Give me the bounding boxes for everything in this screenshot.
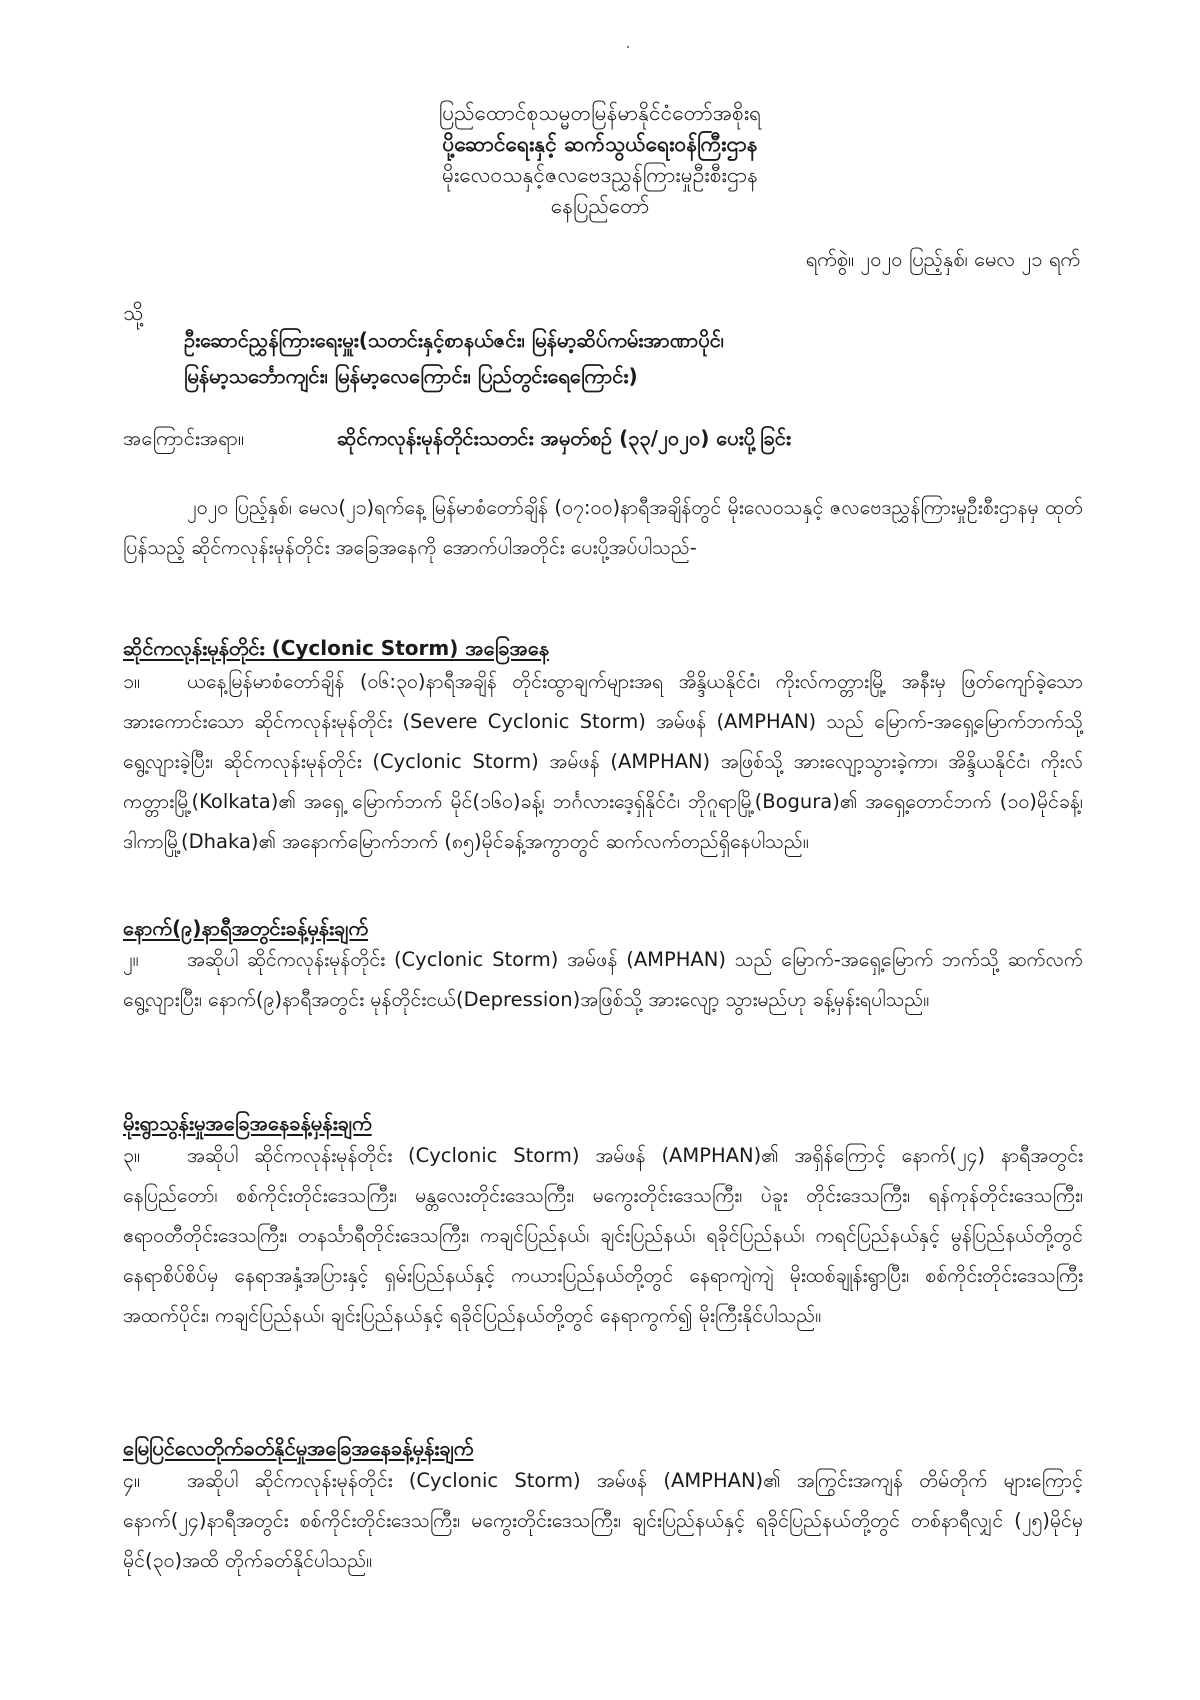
recipient-line-2: မြန်မာ့သင်္ဘောကျင်း၊ မြန်မာ့လေကြောင်း၊ ပြည်တွင်းရေကြောင်း) xyxy=(184,364,638,388)
paragraph-text: အဆိုပါ ဆိုင်ကလုန်းမုန်တိုင်း (Cyclonic Storm) အမ်ဖန် (AMPHAN) သည် မြောက်-အရှေ့မြောက် ဘက်သို့ ဆက်လက်ရွေ့လျားပြီး၊ နောက်(၉)နာရီအတွင်း မုန်တိုင်းငယ်(Depression)အဖြစ်သို့ အားလျော့ သွားမည်ဟု ခန့်မှန်းရပါသည်။ xyxy=(123,948,1083,1011)
department-name: မိုးလေဝသနှင့်ဇလဗေဒညွှန်ကြားမှုဦးစီးဌာန xyxy=(441,163,759,187)
section-heading-3: မိုးရွာသွန်းမှုအခြေအနေခန့်မှန်းချက် xyxy=(123,1111,372,1135)
ministry-name: ပို့ဆောင်ရေးနှင့် ဆက်သွယ်ရေးဝန်ကြီးဌာန xyxy=(442,132,758,156)
section-heading-4: မြေပြင်လေတိုက်ခတ်နိုင်မှုအခြေအနေခန့်မှန်းချက် xyxy=(123,1436,474,1460)
letterhead xyxy=(0,98,1200,222)
document-date: ရက်စွဲ။ ၂၀၂၀ ပြည့်နှစ်၊ မေလ ၂၁ ရက် xyxy=(805,247,1080,271)
section-paragraph-3 xyxy=(123,1136,1083,1336)
to-label: သို့ xyxy=(123,301,144,325)
city-name: နေပြည်တော် xyxy=(550,194,650,218)
government-name: ပြည်ထောင်စုသမ္မတမြန်မာနိုင်ငံတော်အစိုးရ xyxy=(438,101,762,125)
subject-line xyxy=(123,425,791,455)
paragraph-text: အဆိုပါ ဆိုင်ကလုန်းမုန်တိုင်း (Cyclonic Storm) အမ်ဖန် (AMPHAN)၏ အကြွင်းအကျန် တိမ်တိုက် များကြောင့် နောက်(၂၄)နာရီအတွင်း စစ်ကိုင်းတိုင်းဒေသကြီး၊ မကွေးတိုင်းဒေသကြီး၊ ချင်းပြည်နယ်နှင့် ရခိုင်ပြည်နယ်တို့တွင် တစ်နာရီလျှင် (၂၅)မိုင်မှ မိုင်(၃၀)အထိ တိုက်ခတ်နိုင်ပါသည်။ xyxy=(123,1469,1083,1572)
subject-label: အကြောင်းအရာ။ xyxy=(123,426,245,450)
paragraph-number: ၄။ xyxy=(123,1469,140,1492)
section-paragraph-4 xyxy=(123,1461,1083,1581)
intro-paragraph: ၂၀၂၀ ပြည့်နှစ်၊ မေလ(၂၁)ရက်နေ့ မြန်မာစံတော်ချိန် (၀၇:၀၀)နာရီအချိန်တွင် မိုးလေဝသနှင့် ဇလဗေဒညွှန်ကြားမှုဦးစီးဌာနမှ ထုတ်ပြန်သည့် ဆိုင်ကလုန်းမုန်တိုင်း အခြေအနေကို အောက်ပါအတိုင်း ပေးပို့အပ်ပါသည်- xyxy=(123,496,1083,559)
recipient-line-1: ဦးဆောင်ညွှန်ကြားရေးမှူး(သတင်းနှင့်စာနယ်ဇင်း၊ မြန်မာ့ဆိပ်ကမ်းအာဏာပိုင်၊ xyxy=(184,328,724,352)
section-paragraph-2 xyxy=(123,940,1083,1020)
section-paragraph-1 xyxy=(123,662,1083,862)
recipient xyxy=(184,322,1084,394)
paragraph-text: ယနေ့မြန်မာစံတော်ချိန် (၀၆:၃၀)နာရီအချိန် တိုင်းထွာချက်များအရ အိန္ဒိယနိုင်ငံ၊ ကိုးလ်ကတ္တားမြို့ အနီးမှ ဖြတ်ကျော်ခဲ့သော အားကောင်းသော ဆိုင်ကလုန်းမုန်တိုင်း (Severe Cyclonic Storm) အမ်ဖန် (AMPHAN) သည် မြောက်-အရှေ့မြောက်ဘက်သို့ ရွေ့လျားခဲ့ပြီး၊ ဆိုင်ကလုန်းမုန်တိုင်း (Cyclonic Storm) အမ်ဖန် (AMPHAN) အဖြစ်သို့ အားလျော့သွားခဲ့ကာ၊ အိန္ဒိယနိုင်ငံ၊ ကိုးလ်ကတ္တားမြို့(Kolkata)၏ အရှေ့ မြောက်ဘက် မိုင်(၁၆၀)ခန့်၊ ဘင်္ဂလားဒေ့ရှ်နိုင်ငံ၊ ဘိုဂူရာမြို့(Bogura)၏ အရှေ့တောင်ဘက် (၁၀)မိုင်ခန့်၊ ဒါကာမြို့(Dhaka)၏ အနောက်မြောက်ဘက် (၈၅)မိုင်ခန့်အကွာတွင် ဆက်လက်တည်ရှိနေပါသည်။ xyxy=(123,670,1083,853)
scan-speck xyxy=(627,46,629,48)
section-heading-2: နောက်(၉)နာရီအတွင်းခန့်မှန်းချက် xyxy=(123,916,369,940)
paragraph-number: ၃။ xyxy=(123,1144,140,1167)
paragraph-text: အဆိုပါ ဆိုင်ကလုန်းမုန်တိုင်း (Cyclonic Storm) အမ်ဖန် (AMPHAN)၏ အရှိန်ကြောင့် နောက်(၂၄) နာရီအတွင်း နေပြည်တော်၊ စစ်ကိုင်းတိုင်းဒေသကြီး၊ မန္တလေးတိုင်းဒေသကြီး၊ မကွေးတိုင်းဒေသကြီး၊ ပဲခူး တိုင်းဒေသကြီး၊ ရန်ကုန်တိုင်းဒေသကြီး၊ ဧရာဝတီတိုင်းဒေသကြီး၊ တနင်္သာရီတိုင်းဒေသကြီး၊ ကချင်ပြည်နယ်၊ ချင်းပြည်နယ်၊ ရခိုင်ပြည်နယ်၊ ကရင်ပြည်နယ်နှင့် မွန်ပြည်နယ်တို့တွင် နေရာစိပ်စိပ်မှ နေရာအနှံ့အပြားနှင့် ရှမ်းပြည်နယ်နှင့် ကယားပြည်နယ်တို့တွင် နေရာကျဲကျဲ မိုးထစ်ချုန်းရွာပြီး၊ စစ်ကိုင်းတိုင်းဒေသကြီး အထက်ပိုင်း၊ ကချင်ပြည်နယ်၊ ချင်းပြည်နယ်နှင့် ရခိုင်ပြည်နယ်တို့တွင် နေရာကွက်၍ မိုးကြီးနိုင်ပါသည်။ xyxy=(123,1144,1083,1327)
subject-text: ဆိုင်ကလုန်းမုန်တိုင်းသတင်း အမှတ်စဉ် (၃၃/၂၀၂၀) ပေးပို့ခြင်း xyxy=(337,426,791,450)
section-heading-1: ဆိုင်ကလုန်းမုန်တိုင်း (Cyclonic Storm) အခြေအနေ xyxy=(123,636,550,660)
paragraph-number: ၁။ xyxy=(123,670,140,693)
paragraph-number: ၂။ xyxy=(123,948,139,971)
